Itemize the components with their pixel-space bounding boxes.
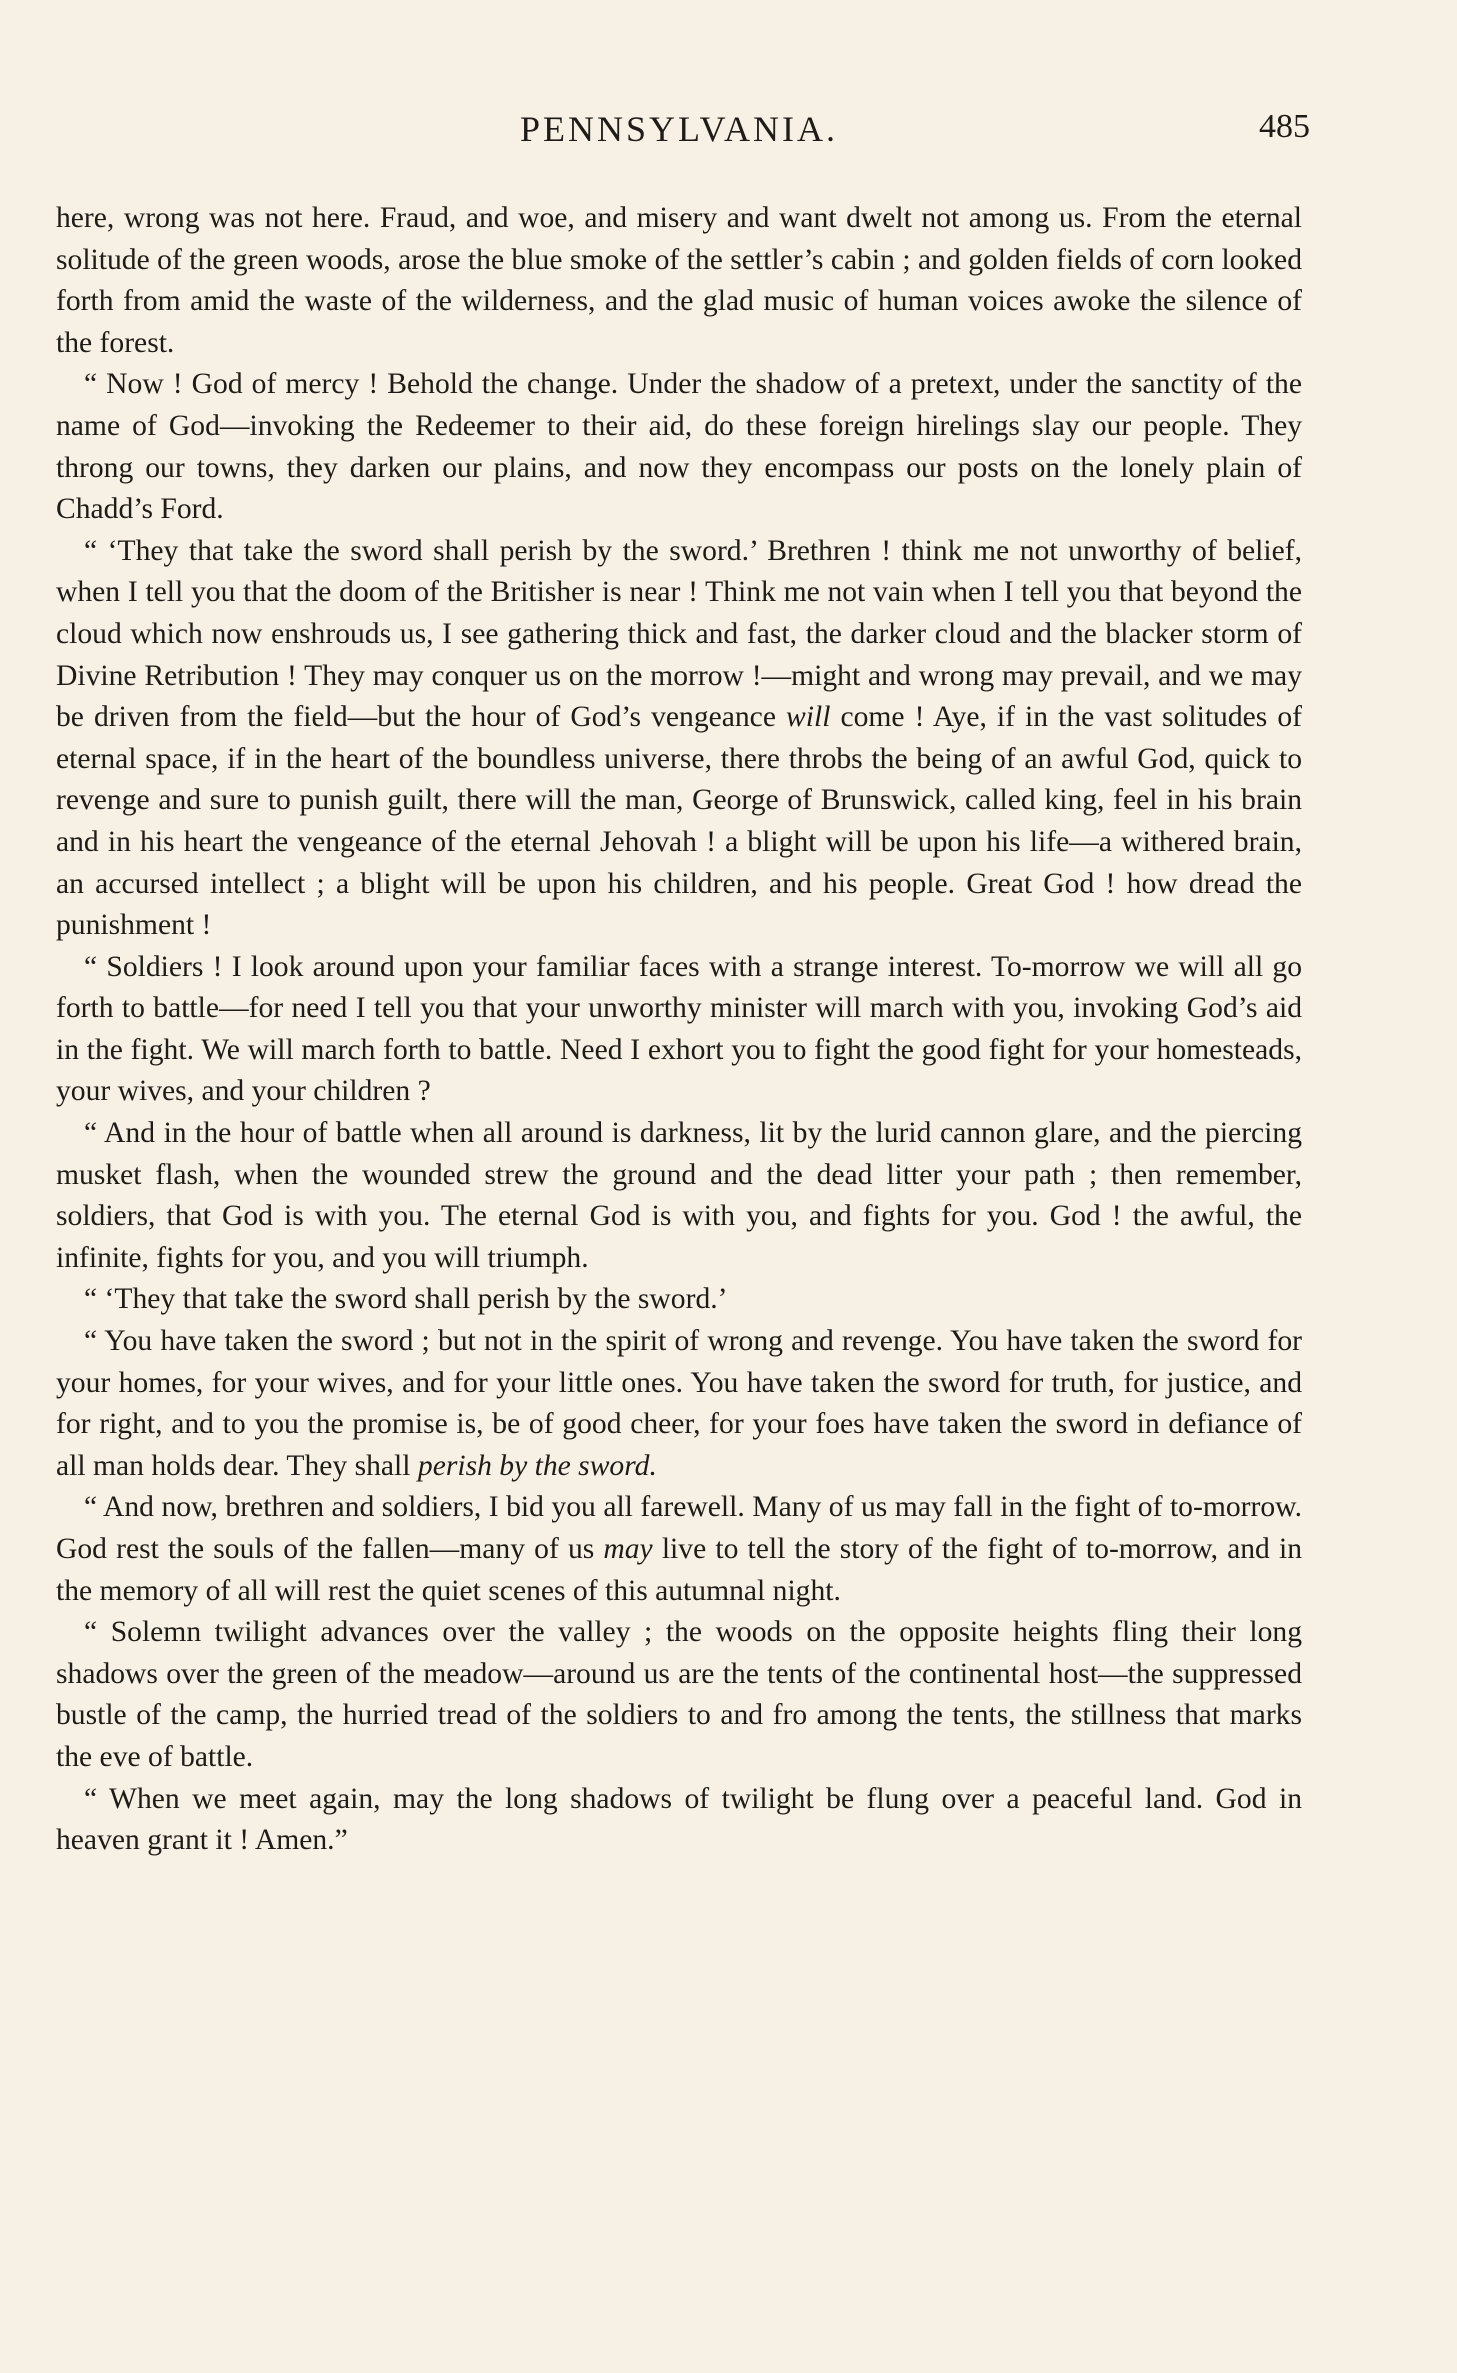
- running-title: PENNSYLVANIA.: [519, 109, 839, 149]
- paragraph-7: [56, 1321, 1302, 1487]
- body-text: [56, 198, 1302, 1862]
- paragraph-7-emphasis: perish by the sword.: [417, 1449, 657, 1482]
- paragraph-8-text-before: “ And now, brethren and soldiers, I bid you all farewell. Many of us may fall in the fight of to-morrow. God rest the souls of the fallen—many of us: [56, 1491, 1302, 1565]
- paragraph-8-text-after: live to tell the story of the fight of to-morrow, and in the memory of all will rest the quiet scenes of this autumnal night.: [56, 1533, 1302, 1607]
- paragraph-4: “ Soldiers ! I look around upon your familiar faces with a strange interest. To-morrow we will all go forth to battle—for need I tell you that your unworthy minister will march with you, invoking God’s aid in the fight. We will march forth to battle. Need I exhort you to fight the good fight for your homesteads, your wives, and your children ?: [56, 950, 1302, 1108]
- paragraph-7-text-before: “ You have taken the sword ; but not in the spirit of wrong and revenge. You have taken the sword for your homes, for your wives, and for your little ones. You have taken the sword for truth, for justice, and for right, and to you the promise is, be of good cheer, for your foes have taken the sword in defiance of all man holds dear. They shall: [56, 1325, 1302, 1482]
- paragraph-3: [56, 531, 1302, 947]
- paragraph-6: “ ‘They that take the sword shall perish by the sword.’: [84, 1283, 728, 1316]
- paragraph-10: “ When we meet again, may the long shadows of twilight be flung over a peaceful land. God in heaven grant it ! Amen.”: [56, 1782, 1302, 1857]
- paragraph-3-emphasis: will: [786, 701, 831, 734]
- paragraph-2: “ Now ! God of mercy ! Behold the change. Under the shadow of a pretext, under the sanctity of the name of God—invoking the Redeemer to their aid, do these foreign hirelings slay our people. They throng our towns, they darken our plains, and now they encompass our posts on the lonely plain of Chadd’s Ford.: [56, 368, 1302, 526]
- paragraph-5: “ And in the hour of battle when all around is darkness, lit by the lurid cannon glare, and the piercing musket flash, when the wounded strew the ground and the dead litter your path ; then remember, soldiers, that God is with you. The eternal God is with you, and fights for you. God ! the awful, the infinite, fights for you, and you will triumph.: [56, 1117, 1302, 1274]
- paragraph-3-text-before: “ ‘They that take the sword shall perish by the sword.’ Brethren ! think me not unworthy of belief, when I tell you that the doom of the Britisher is near ! Think me not vain when I tell you that beyond the cloud which now enshrouds us, I see gathering thick and fast, the darker cloud and the blacker storm of Divine Retribution ! They may conquer us on the morrow !—might and wrong may prevail, and we may be driven from the field—but the hour of God’s vengeance: [56, 534, 1302, 734]
- paragraph-1: here, wrong was not here. Fraud, and woe, and misery and want dwelt not among us. From the eternal solitude of the green woods, arose the blue smoke of the settler’s cabin ; and golden fields of corn looked forth from amid the waste of the wilderness, and the glad music of human voices awoke the silence of the forest.: [56, 202, 1302, 359]
- paragraph-8-emphasis: may: [603, 1533, 653, 1565]
- paragraph-8: [56, 1487, 1302, 1612]
- running-head: [56, 108, 1310, 164]
- paragraph-9: “ Solemn twilight advances over the valley ; the woods on the opposite heights fling their long shadows over the green of the meadow—around us are the tents of the continental host—the suppressed bustle of the camp, the hurried tread of the soldiers to and fro among the tents, the stillness that marks the eve of battle.: [56, 1616, 1302, 1773]
- page-number: 485: [1259, 108, 1310, 145]
- paragraph-3-text-after: come ! Aye, if in the vast solitudes of eternal space, if in the heart of the boundless universe, there throbs the being of an awful God, quick to revenge and sure to punish guilt, there will the man, George of Brunswick, called king, feel in his brain and in his heart the vengeance of the eternal Jehovah ! a blight will be upon his life—a withered brain, an accursed intellect ; a blight will be upon his children, and his people. Great God ! how dread the punishment !: [56, 701, 1302, 942]
- book-page: [56, 108, 1310, 1862]
